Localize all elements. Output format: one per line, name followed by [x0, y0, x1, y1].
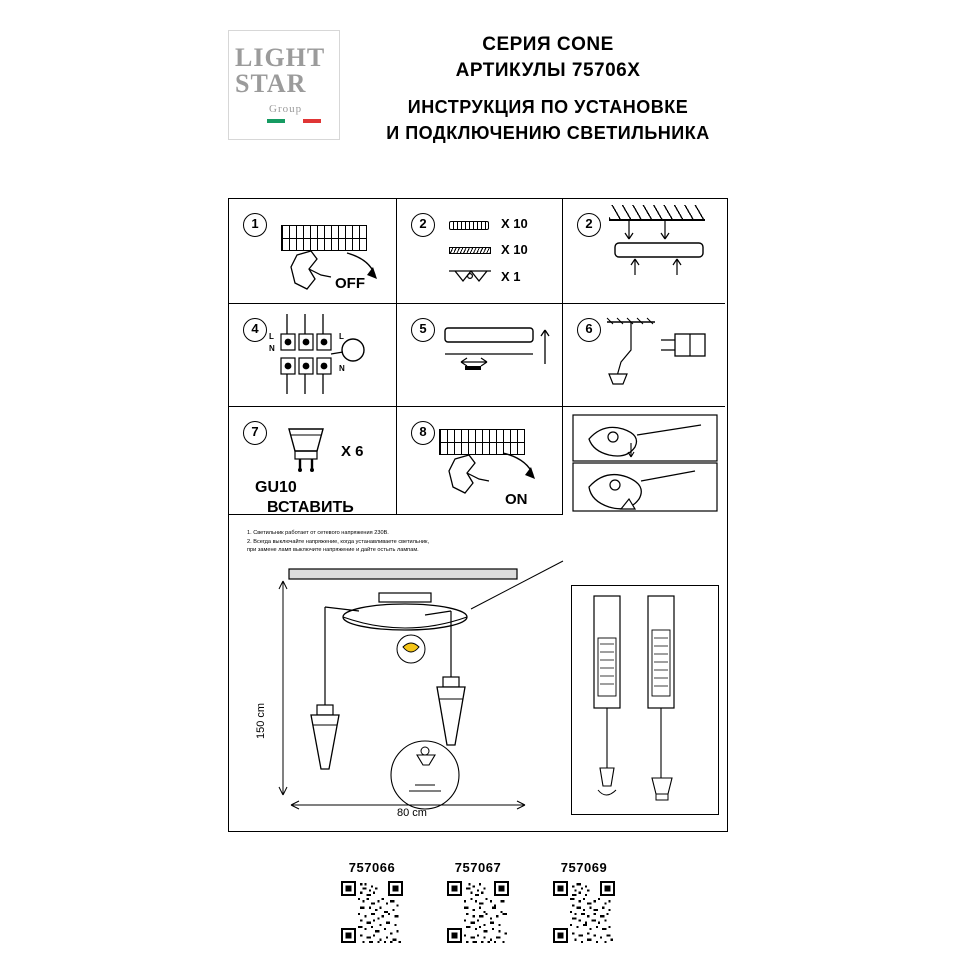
instruction-title-line1: ИНСТРУКЦИЯ ПО УСТАНОВКЕ: [407, 97, 689, 117]
wire-label-L1: L: [269, 332, 274, 341]
cable-adjust-icon: [601, 316, 721, 396]
detail-assembly-cell: [563, 407, 725, 515]
product-code-number: 757069: [560, 860, 608, 875]
product-code-block: [436, 860, 520, 943]
canopy-slide-icon: [441, 322, 559, 392]
note-line-3: при замене ламп выключите напряжение и дайте остыть лампам.: [247, 547, 419, 553]
dowel-qty: X 10: [501, 216, 528, 231]
terminal-block-icon: [281, 225, 367, 251]
logo-group-row: [269, 103, 302, 115]
step-7-cell: [229, 407, 397, 515]
series-label: СЕРИЯ CONE: [482, 34, 614, 55]
note-line-2: 2. Всегда выключайте напряжение, когда устанавливаете светильник,: [247, 538, 430, 545]
lamp-qty: X 6: [341, 443, 364, 460]
product-code-number: 757067: [454, 860, 502, 875]
screw-icon: [449, 247, 491, 254]
product-dimension-drawing: [239, 559, 569, 827]
step-4-cell: [229, 304, 397, 407]
footer-product-codes: [330, 860, 630, 943]
step-1-number: 1: [243, 213, 267, 237]
step-2-parts-cell: [397, 199, 563, 304]
logo-wordmark: [235, 45, 325, 97]
wire-label-N2: N: [339, 364, 345, 373]
qr-code-icon[interactable]: [447, 881, 509, 943]
width-dimension-label: 80 cm: [397, 807, 427, 819]
height-dimension-label: 150 cm: [255, 702, 267, 739]
wiring-diagram-icon: [275, 314, 391, 400]
qr-code-icon[interactable]: [553, 881, 615, 943]
step-4-number: 4: [243, 318, 267, 342]
product-code-block: [542, 860, 626, 943]
qr-code-icon[interactable]: [341, 881, 403, 943]
step-2-mount-number: 2: [577, 213, 601, 237]
logo-line-1: LIGHT: [235, 43, 326, 72]
screw-qty: X 10: [501, 242, 528, 257]
header-titles: [368, 32, 728, 146]
article-label: АРТИКУЛЫ 75706X: [455, 60, 641, 81]
step-5-number: 5: [411, 318, 435, 342]
note-line-1: 1. Светильник работает от сетевого напряжения 230В.: [247, 530, 389, 536]
step-1-label: OFF: [335, 275, 365, 292]
step-2-number: 2: [411, 213, 435, 237]
variants-drawing: [576, 590, 716, 812]
instruction-frame: [228, 198, 728, 832]
step-6-number: 6: [577, 318, 601, 342]
step-8-label: ON: [505, 491, 528, 508]
gu10-lamp-icon: [283, 425, 329, 477]
lamp-action-label: ВСТАВИТЬ: [267, 499, 354, 516]
step-8-cell: [397, 407, 563, 515]
step-5-cell: [397, 304, 563, 407]
brand-logo: [228, 30, 340, 140]
bracket-icon: [447, 267, 493, 285]
wire-label-L2: L: [339, 332, 344, 341]
header: [228, 30, 728, 150]
instruction-title-line2: И ПОДКЛЮЧЕНИЮ СВЕТИЛЬНИКА: [386, 123, 710, 143]
dowel-icon: [449, 221, 489, 230]
hand-on-icon: [445, 451, 555, 503]
logo-group-label: Group: [269, 103, 303, 115]
variants-box: [571, 585, 719, 815]
wire-label-N1: N: [269, 344, 275, 353]
step-2-mount-cell: [563, 199, 725, 304]
italy-flag-icon: [267, 119, 321, 123]
bracket-qty: X 1: [501, 269, 521, 284]
step-1-cell: [229, 199, 397, 304]
step-8-number: 8: [411, 421, 435, 445]
lamp-type-label: GU10: [255, 479, 297, 496]
product-code-block: [330, 860, 414, 943]
mount-plate-icon: [609, 219, 709, 281]
ceiling-hatch: [609, 205, 705, 219]
product-code-number: 757066: [348, 860, 396, 875]
detail-assembly-icon: [571, 413, 721, 513]
step-6-cell: [563, 304, 725, 407]
logo-line-2: STAR: [235, 69, 307, 98]
safety-notes: [247, 529, 507, 555]
step-7-number: 7: [243, 421, 267, 445]
